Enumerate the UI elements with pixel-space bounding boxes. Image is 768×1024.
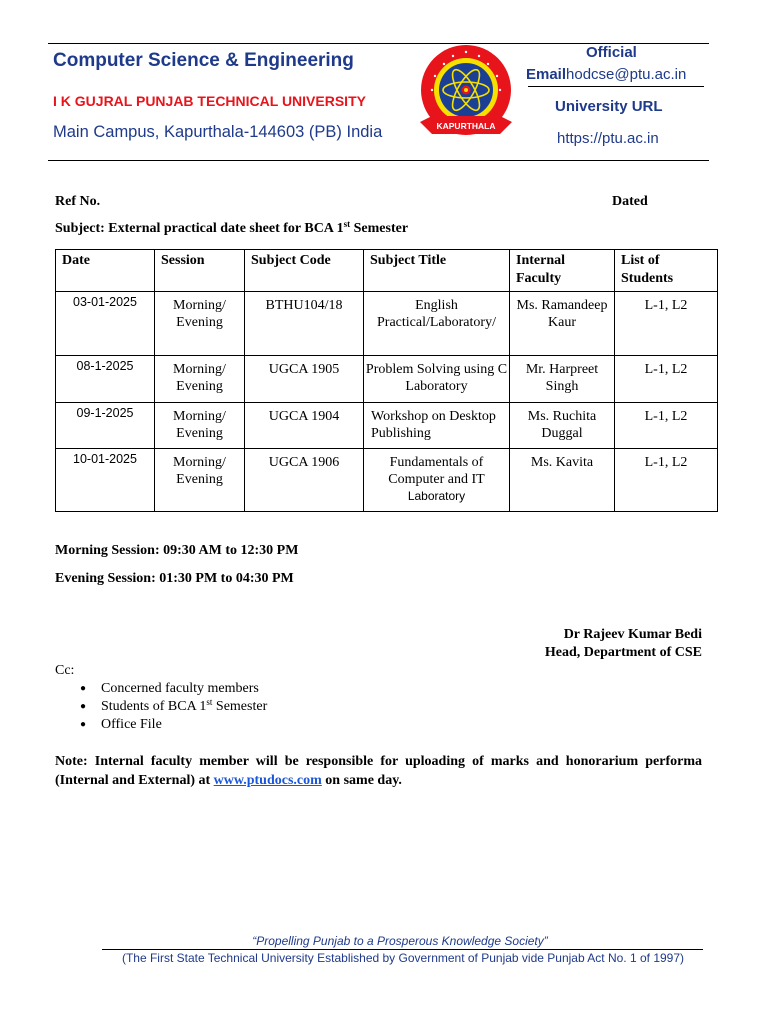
footer-motto: “Propelling Punjab to a Prosperous Knowledge Society”: [252, 934, 548, 948]
table-row: [56, 403, 718, 449]
table-row: [56, 449, 718, 512]
cell-date: 10-01-2025: [56, 449, 155, 512]
list-item: ● Office File: [80, 717, 162, 732]
email-label: Email: [526, 66, 567, 83]
cc-label: Cc:: [55, 663, 75, 678]
cell-students: L-1, L2: [615, 356, 718, 403]
footer-establishment-note: (The First State Technical University Established by Government of Punjab vide Punjab Act No. 1 of 1997): [121, 951, 685, 965]
table-row: [56, 356, 718, 403]
cell-date: 03-01-2025: [56, 292, 155, 356]
table-header-row: [56, 250, 718, 292]
header-list-of-students: List of Students: [615, 250, 718, 292]
bullet-icon: ●: [80, 701, 87, 712]
bullet-icon: ●: [80, 719, 87, 730]
evening-session-timing: Evening Session: 01:30 PM to 04:30 PM: [55, 571, 294, 586]
header-session: Session: [155, 250, 245, 292]
table-row: [56, 292, 718, 356]
email-underline: [528, 86, 704, 87]
university-url-label: University URL: [555, 98, 663, 115]
cell-session: Morning/ Evening: [155, 449, 245, 512]
university-logo: [418, 44, 514, 144]
ptudocs-link[interactable]: www.ptudocs.com: [213, 773, 322, 788]
date-sheet-table: [55, 249, 718, 512]
note-paragraph: Note: Internal faculty member will be responsible for uploading of marks and honorarium performa (Internal and External) at www.ptudocs.com on same day.: [55, 754, 702, 788]
department-name: Computer Science & Engineering: [53, 50, 354, 71]
bullet-icon: ●: [80, 683, 87, 694]
cell-subject-code: UGCA 1906: [245, 449, 364, 512]
subject-line: Subject: External practical date sheet for BCA 1st Semester: [55, 219, 409, 236]
cell-subject-title: Problem Solving using C Laboratory: [364, 356, 510, 403]
email-address[interactable]: hodcse@ptu.ac.in: [566, 66, 687, 83]
list-item: ● Concerned faculty members: [80, 681, 259, 696]
footer-rule: [102, 949, 703, 950]
cell-date: 09-1-2025: [56, 403, 155, 449]
signatory-name: Dr Rajeev Kumar Bedi: [563, 627, 702, 642]
cc-list: [80, 680, 267, 734]
cell-session: Morning/ Evening: [155, 292, 245, 356]
cell-subject-title: Workshop on Desktop Publishing: [364, 403, 510, 449]
cell-session: Morning/ Evening: [155, 403, 245, 449]
university-address: Main Campus, Kapurthala-144603 (PB) India: [53, 123, 383, 141]
cell-students: L-1, L2: [615, 292, 718, 356]
header-date: Date: [56, 250, 155, 292]
cell-students: L-1, L2: [615, 449, 718, 512]
header-subject-title: Subject Title: [364, 250, 510, 292]
university-name: I K GUJRAL PUNJAB TECHNICAL UNIVERSITY: [53, 93, 366, 109]
svg-text:KAPURTHALA: KAPURTHALA: [436, 121, 496, 131]
cell-faculty: Ms. Ramandeep Kaur: [510, 292, 615, 356]
cell-faculty: Ms. Kavita: [510, 449, 615, 512]
cell-faculty: Ms. Ruchita Duggal: [510, 403, 615, 449]
header-subject-code: Subject Code: [245, 250, 364, 292]
official-email[interactable]: [526, 66, 686, 83]
university-url[interactable]: https://ptu.ac.in: [557, 130, 659, 147]
cell-subject-code: UGCA 1904: [245, 403, 364, 449]
cell-subject-code: BTHU104/18: [245, 292, 364, 356]
dated-label: Dated: [612, 194, 648, 209]
signatory-title: Head, Department of CSE: [544, 645, 702, 660]
cell-date: 08-1-2025: [56, 356, 155, 403]
cell-faculty: Mr. Harpreet Singh: [510, 356, 615, 403]
list-item: ● Students of BCA 1st Semester: [80, 697, 268, 714]
cell-session: Morning/ Evening: [155, 356, 245, 403]
cell-subject-code: UGCA 1905: [245, 356, 364, 403]
cell-students: L-1, L2: [615, 403, 718, 449]
ref-number-label: Ref No.: [55, 194, 101, 209]
cell-subject-title: English Practical/Laboratory/: [364, 292, 510, 356]
official-label: Official: [586, 44, 637, 61]
morning-session-timing: Morning Session: 09:30 AM to 12:30 PM: [55, 543, 299, 558]
cell-subject-title: Fundamentals of Computer and IT Laboratory: [364, 449, 510, 512]
header-bottom-rule: [48, 160, 709, 161]
header-internal-faculty: Internal Faculty: [510, 250, 615, 292]
